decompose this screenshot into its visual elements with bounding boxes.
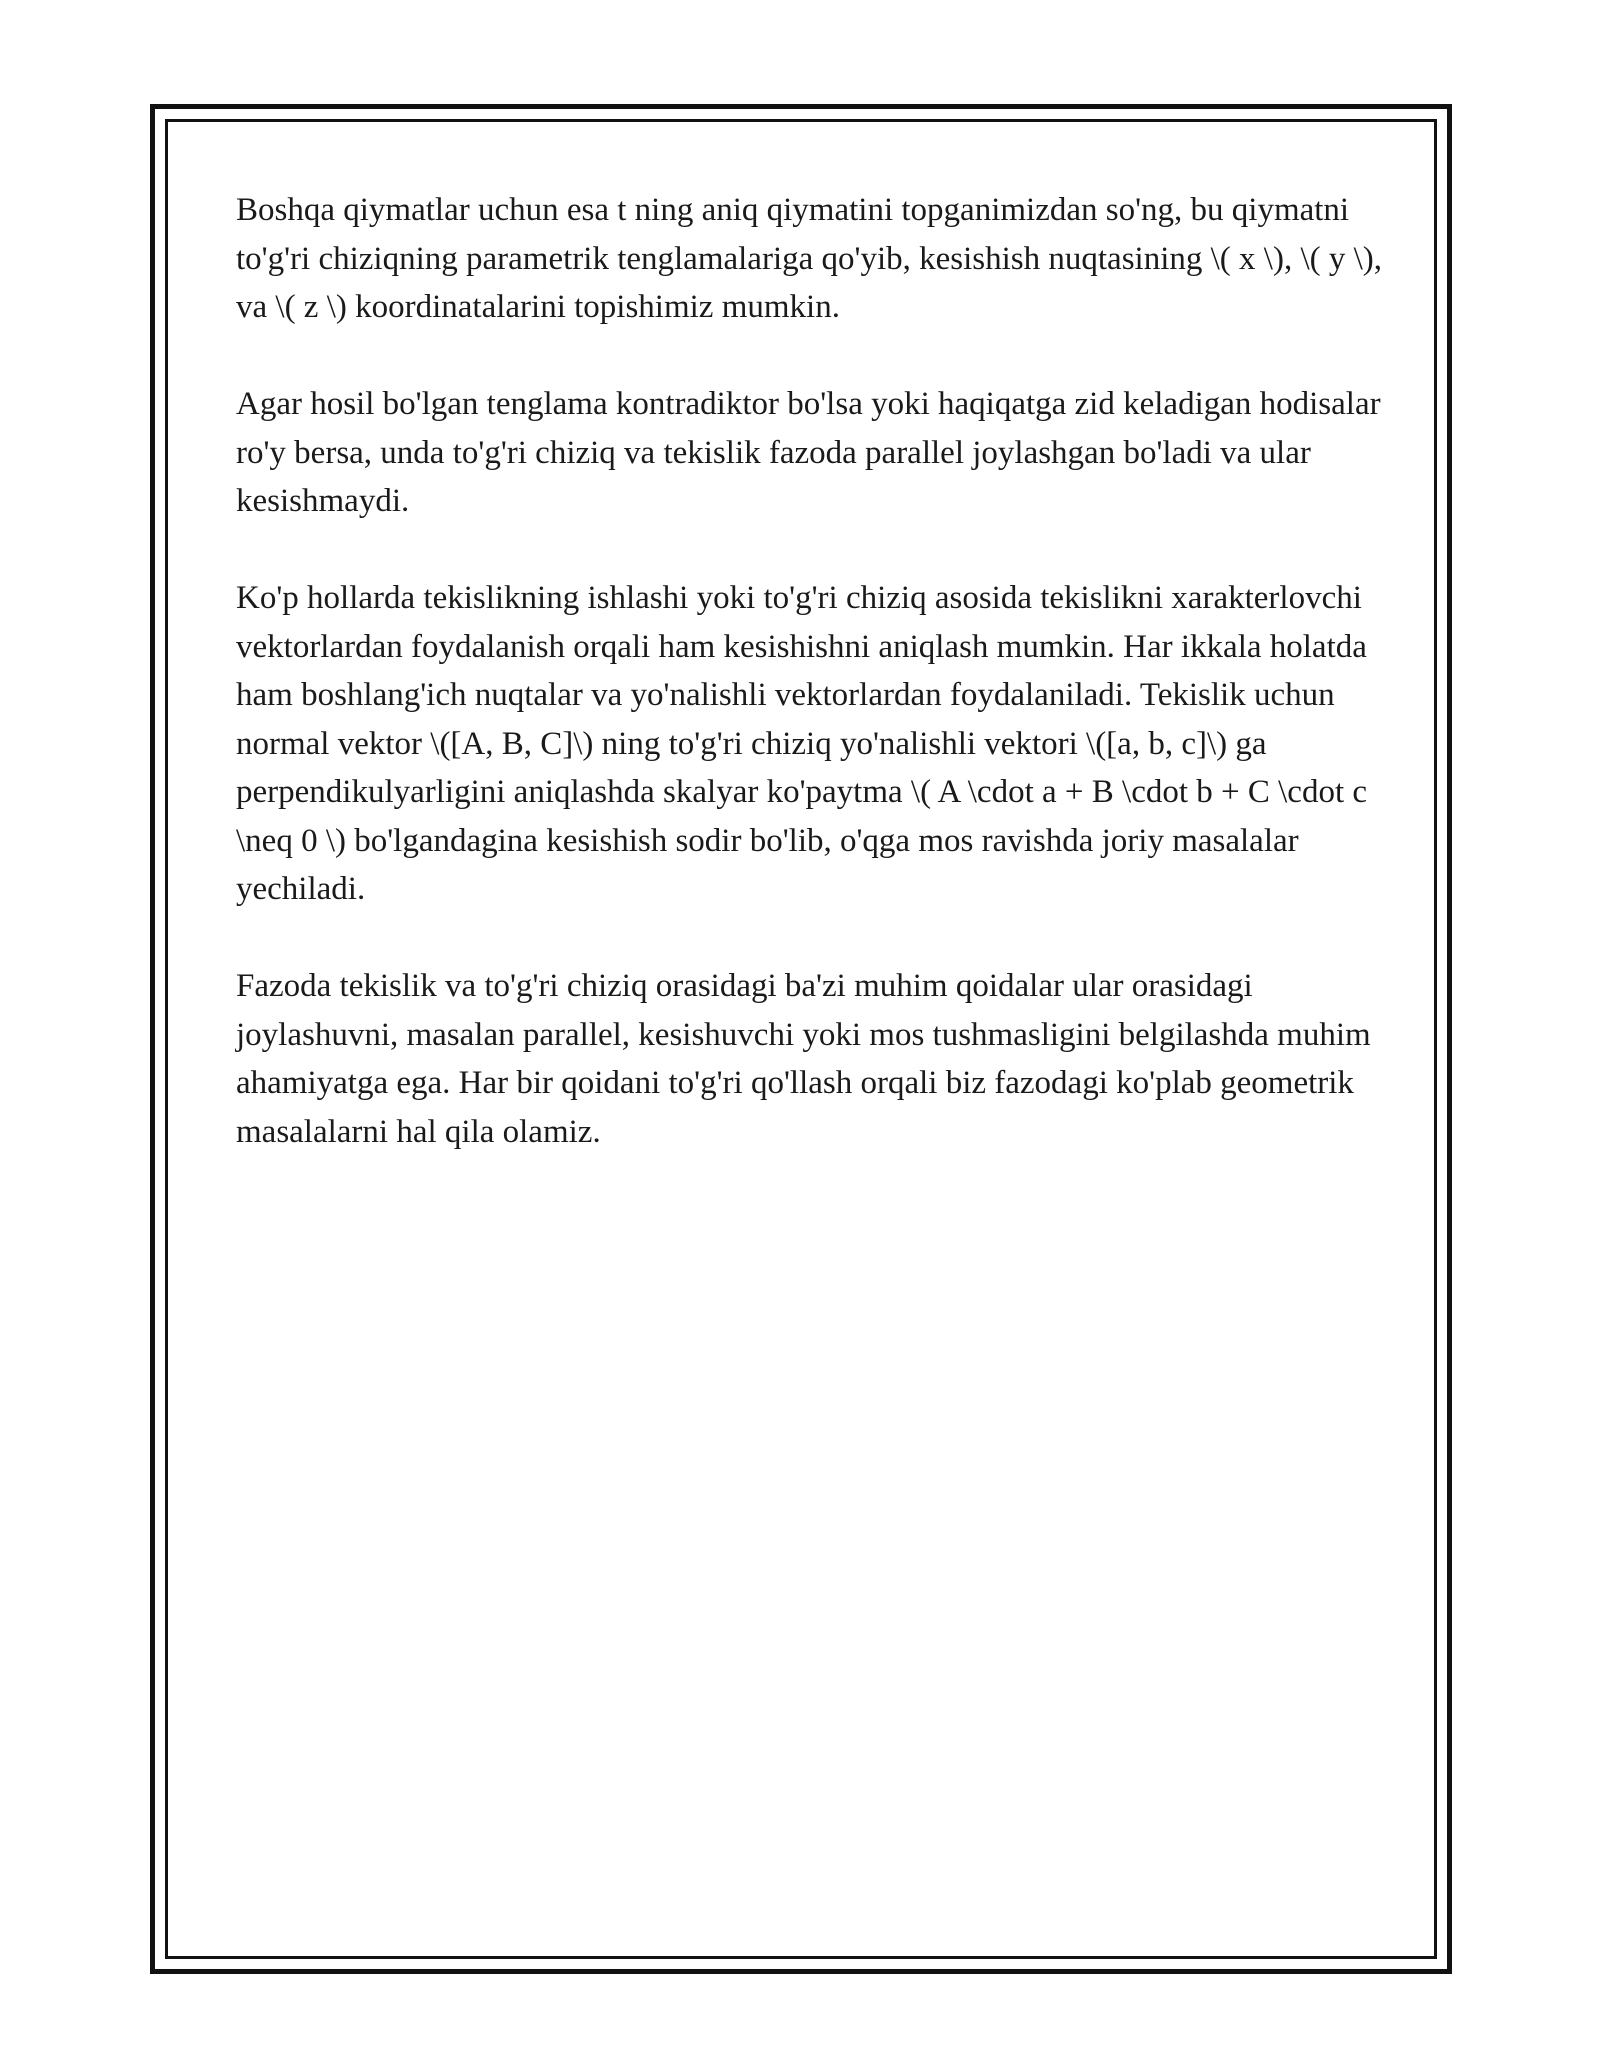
paragraph-4: Fazoda tekislik va to'g'ri chiziq orasidagi ba'zi muhim qoidalar ular orasidagi joylashuvni, masalan parallel, kesishuvchi yoki mos tushmasligini belgilashda muhim ahamiyatga ega. Har bir qoidani to'g'ri qo'llash orqali biz fazodagi ko'plab geometrik masalalarni hal qila olamiz. bbox=[236, 968, 1371, 1150]
paragraph-3: Ko'p hollarda tekislikning ishlashi yoki to'g'ri chiziq asosida tekislikni xarakterlovchi vektorlardan foydalanish orqali ham kesishishni aniqlash mumkin. Har ikkala holatda ham boshlang'ich nuqtalar va yo'nalishli vektorlardan foydalaniladi. Tekislik uchun normal vektor \([A, B, C]\) ning to'g'ri chiziq yo'nalishli vektori \([a, b, c]\) ga perpendikulyarligini aniqlashda skalyar ko'paytma \( A \cdot a + B \cdot b + C \cdot c \neq 0 \) bo'lgandagina kesishish sodir bo'lib, o'qga mos ravishda joriy masalalar yechiladi. bbox=[236, 580, 1368, 907]
document-body bbox=[236, 186, 1386, 1205]
paragraph-1: Boshqa qiymatlar uchun esa t ning aniq qiymatini topganimizdan so'ng, bu qiymatni to'g'ri chiziqning parametrik tenglamalariga qo'yib, kesishish nuqtasining \( x \), \( y \), va \( z \) koordinatalarini topishimiz mumkin. bbox=[236, 192, 1383, 325]
paragraph-2: Agar hosil bo'lgan tenglama kontradiktor bo'lsa yoki haqiqatga zid keladigan hodisalar ro'y bersa, unda to'g'ri chiziq va tekislik fazoda parallel joylashgan bo'ladi va ular kesishmaydi. bbox=[236, 386, 1381, 519]
